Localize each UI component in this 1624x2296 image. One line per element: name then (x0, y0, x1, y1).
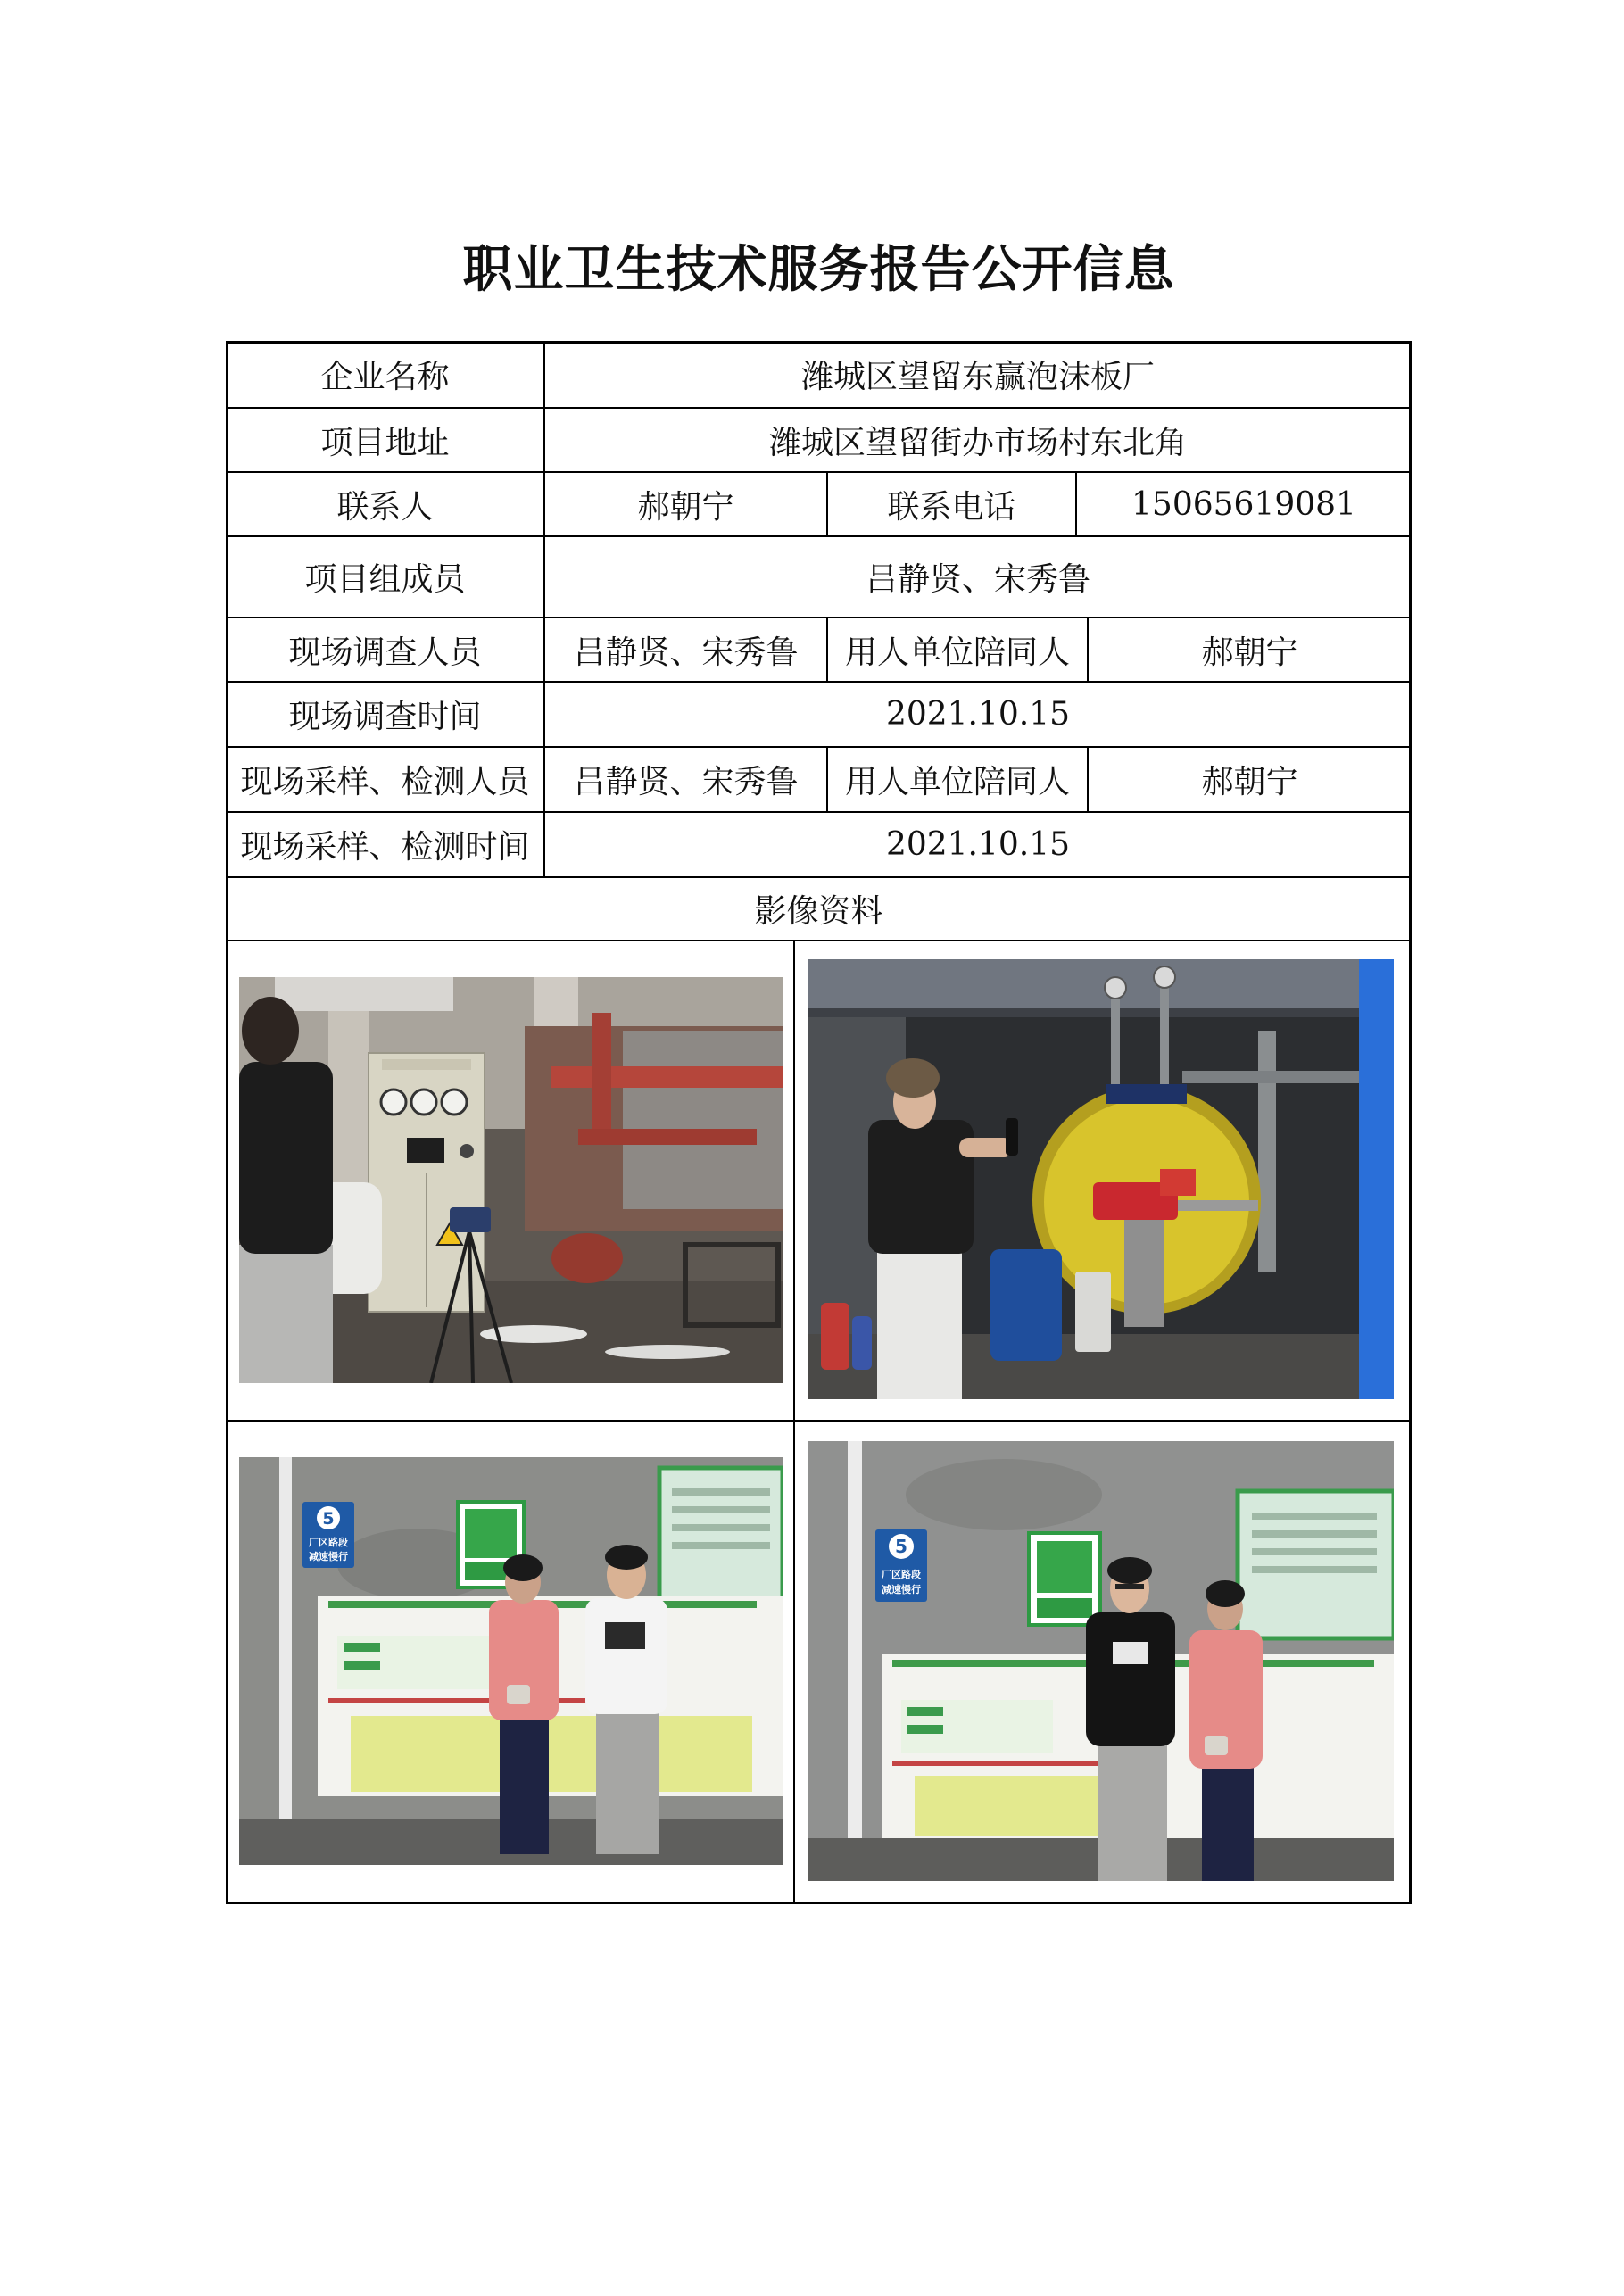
wall-stain (906, 1459, 1102, 1530)
board-tag (907, 1725, 943, 1734)
gauge (381, 1090, 406, 1115)
speed-sign-number: 5 (322, 1509, 335, 1529)
board-red-line (892, 1761, 1124, 1766)
red-pipe-horizontal (551, 1066, 783, 1088)
board-yellow-panel (351, 1716, 752, 1792)
roof-beam (808, 1008, 1394, 1017)
cabinet-display (407, 1138, 444, 1163)
contact-person-label: 联系人 (336, 488, 434, 526)
person-shirt (239, 1062, 333, 1254)
table-rule (793, 941, 795, 1904)
sampling-staff-value: 吕静贤、宋秀鲁 (573, 764, 799, 800)
notice-text-block (1252, 1566, 1377, 1573)
woman-hair (1206, 1580, 1245, 1607)
blue-bottle (852, 1316, 872, 1370)
team-members-value: 吕静贤、宋秀鲁 (865, 561, 1090, 598)
board-yellow-panel (915, 1776, 1129, 1836)
sampling-time-label: 现场采样、检测时间 (240, 829, 530, 866)
project-address-label: 项目地址 (320, 424, 450, 461)
images-section-label: 影像资料 (754, 893, 883, 930)
woman-hair (503, 1554, 543, 1581)
foam-debris (605, 1345, 730, 1359)
board-tag (344, 1643, 380, 1652)
white-pole (279, 1457, 292, 1865)
contact-phone-value: 15065619081 (1131, 485, 1356, 523)
grey-pipe (1258, 1031, 1276, 1272)
table-rule (226, 1420, 1412, 1422)
notice-text-block (672, 1524, 770, 1531)
person-hair (886, 1058, 940, 1098)
evacuation-sign-panel (465, 1509, 517, 1558)
table-rule (1087, 618, 1089, 682)
burner-motor (1160, 1169, 1196, 1196)
speed-sign-line-1: 厂区路段 (882, 1569, 921, 1580)
ceiling-pipe (275, 977, 453, 1011)
table-rule (226, 681, 1412, 683)
photo-scene (239, 1457, 783, 1865)
survey-staff-value: 吕静贤、宋秀鲁 (573, 634, 799, 671)
company-name-value: 潍城区望留东赢泡沫板厂 (800, 359, 1155, 395)
boy-glasses (1115, 1584, 1144, 1589)
photo-scene (239, 977, 783, 1383)
switch-knob (460, 1144, 474, 1158)
woman-bag (507, 1685, 530, 1704)
board-tag (344, 1661, 380, 1670)
notice-text-block (1252, 1530, 1377, 1538)
sampling-escort-label: 用人单位陪同人 (844, 764, 1070, 800)
evacuation-sign-footer (1037, 1598, 1092, 1618)
table-rule (226, 746, 1412, 748)
speed-sign-line-1: 厂区路段 (309, 1537, 348, 1548)
roof (808, 959, 1394, 1008)
woman-pants (500, 1712, 549, 1854)
survey-escort-label: 用人单位陪同人 (844, 634, 1070, 671)
table-rule (226, 876, 1412, 878)
notice-text-block (672, 1488, 770, 1496)
table-rule (826, 472, 828, 536)
table-rule (1087, 747, 1089, 812)
survey-escort-value: 郝朝宁 (1201, 634, 1298, 671)
speed-sign-line-2: 减速慢行 (309, 1551, 348, 1562)
person-pants (239, 1245, 333, 1383)
boiler-badge (1106, 1084, 1187, 1104)
vertical-pipe (1111, 997, 1120, 1086)
sampling-device (450, 1207, 491, 1232)
table-rule (543, 341, 545, 877)
machine-frame (623, 1031, 783, 1209)
person-shirt (868, 1120, 974, 1254)
team-members-label: 项目组成员 (304, 561, 466, 598)
man-hair (605, 1545, 648, 1570)
woman-pants (1202, 1762, 1254, 1881)
man-shirt-print (605, 1622, 645, 1649)
speed-sign-line-2: 减速慢行 (882, 1584, 921, 1596)
notice-text-block (1252, 1513, 1377, 1520)
boy-shirt-print (1113, 1642, 1148, 1664)
site-photo-boiler (808, 959, 1394, 1399)
site-photo-control-cabinet (239, 977, 783, 1383)
boy-pants (1098, 1740, 1167, 1881)
photo-scene (808, 1441, 1394, 1881)
man-pants (596, 1707, 659, 1854)
table-rule (226, 617, 1412, 618)
burner-stand (1124, 1220, 1164, 1327)
pressure-gauge (1105, 977, 1126, 999)
table-rule (226, 535, 1412, 537)
survey-staff-label: 现场调查人员 (288, 634, 482, 671)
person-arm (959, 1138, 1013, 1157)
speed-sign-number: 5 (895, 1536, 907, 1557)
person-head (242, 997, 299, 1065)
board-tag (907, 1707, 943, 1716)
contact-phone-label: 联系电话 (887, 488, 1016, 526)
info-table (226, 341, 1412, 1904)
white-canister (1075, 1272, 1111, 1352)
sampling-escort-value: 郝朝宁 (1201, 764, 1298, 800)
man-shirt (585, 1598, 667, 1714)
site-photo-team-at-notice-board-1 (239, 1457, 783, 1865)
table-rule (226, 471, 1412, 473)
cabinet-label (382, 1059, 471, 1070)
handheld-meter (1006, 1118, 1018, 1156)
survey-time-value: 2021.10.15 (885, 696, 1071, 733)
notice-text-block (1252, 1548, 1377, 1555)
table-rule (226, 811, 1412, 813)
woman-bag (1205, 1736, 1228, 1755)
project-address-value: 潍城区望留街办市场村东北角 (768, 424, 1187, 461)
sampling-staff-label: 现场采样、检测人员 (240, 764, 530, 800)
page-title: 职业卫生技术服务报告公开信息 (462, 240, 1175, 299)
table-rule (226, 407, 1412, 409)
notice-text-block (672, 1542, 770, 1549)
table-rule (1075, 472, 1077, 536)
red-pipe-lower (578, 1129, 757, 1145)
photo-scene (808, 959, 1394, 1399)
notice-text-block (672, 1506, 770, 1513)
person-pants (877, 1245, 962, 1399)
survey-time-label: 现场调查时间 (288, 699, 482, 735)
gauge (442, 1090, 467, 1115)
evacuation-sign-panel (1037, 1541, 1092, 1593)
boy-hair (1107, 1557, 1152, 1584)
contact-person-value: 郝朝宁 (637, 488, 734, 526)
red-pipe-vertical (592, 1013, 611, 1129)
gauge (411, 1090, 436, 1115)
blue-drum (990, 1249, 1062, 1361)
red-canister (821, 1303, 849, 1370)
vertical-pipe (1160, 986, 1169, 1084)
table-rule (826, 747, 828, 812)
boy-shirt (1086, 1612, 1175, 1746)
red-tank (551, 1233, 623, 1283)
sampling-time-value: 2021.10.15 (885, 826, 1071, 863)
table-rule (226, 940, 1412, 941)
gas-pipe (1173, 1200, 1258, 1211)
blue-column (1359, 959, 1394, 1399)
table-rule (826, 618, 828, 682)
horizontal-pipe (1182, 1071, 1359, 1083)
pressure-gauge (1154, 966, 1175, 988)
company-name-label: 企业名称 (320, 359, 450, 395)
white-pole (848, 1441, 862, 1881)
site-photo-team-at-notice-board-2 (808, 1441, 1394, 1881)
